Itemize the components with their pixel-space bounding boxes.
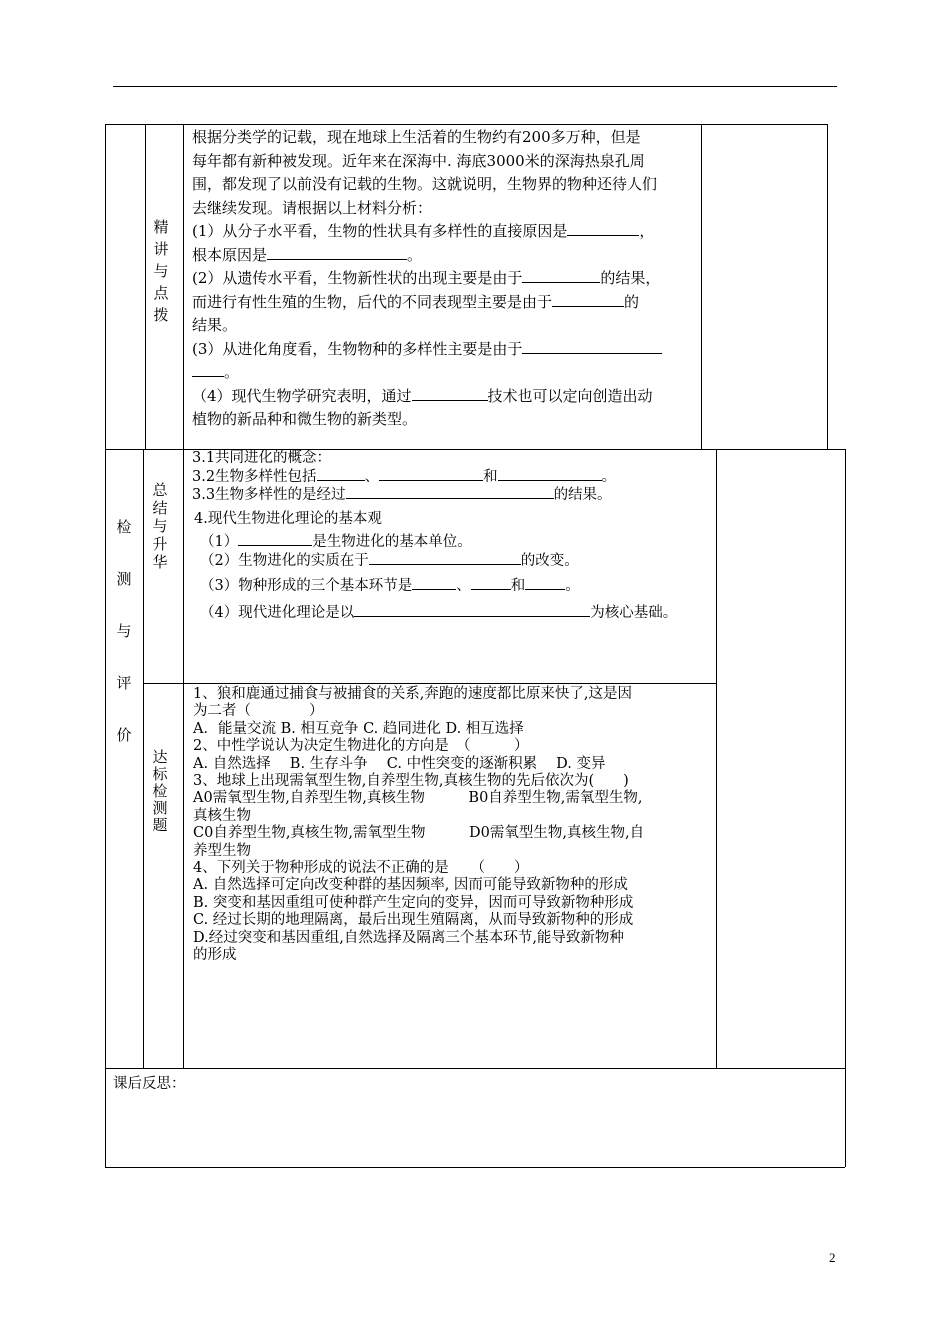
answer-blank[interactable] <box>412 576 456 590</box>
label-char: 华 <box>152 553 168 571</box>
material-line: 围，都发现了以前没有记载的生物。这就说明，生物界的物种还待人们 <box>192 175 658 193</box>
label-char: 测 <box>116 570 132 588</box>
answer-blank[interactable] <box>525 576 565 590</box>
answer-blank[interactable] <box>522 340 662 354</box>
test-line: 的形成 <box>193 947 237 964</box>
question-4b: 植物的新品种和微生物的新类型。 <box>192 410 418 428</box>
test-line: B. 突变和基因重组可使种群产生定向的变异，因而可导致新物种形成 <box>193 894 634 911</box>
label-char: 拨 <box>153 306 169 324</box>
test-line: A0需氧型生物,自养型生物,真核生物 B0自养型生物,需氧型生物, <box>193 790 643 807</box>
answer-blank[interactable] <box>471 576 511 590</box>
label-char: 结 <box>152 499 168 517</box>
summary-line: 3.2生物多样性包括 、 和 。 <box>192 468 617 485</box>
summary-content-2 <box>194 508 714 532</box>
reflection-label: 课后反思： <box>113 1076 186 1092</box>
test-line: 真核生物 <box>193 807 251 824</box>
summary-line: （1） 是生物进化的基本单位。 <box>200 534 472 550</box>
question-2c: 结果。 <box>192 316 238 334</box>
summary-line: （2）生物进化的实质在于 的改变。 <box>200 552 579 569</box>
summary-content <box>192 450 712 504</box>
question-3b: 。 <box>192 361 697 385</box>
answer-blank[interactable] <box>522 269 600 283</box>
answer-blank[interactable] <box>354 603 590 617</box>
material-line: 每年都有新种被发现。近年来在深海中. 海底3000米的深海热泉孔周 <box>192 151 645 170</box>
test-line: C. 经过长期的地理隔离，最后出现生殖隔离，从而导致新物种的形成 <box>193 912 634 929</box>
question-2a: (2）从遗传水平看，生物新性状的出现主要是由于 的结果， <box>192 269 661 287</box>
label-char: 测 <box>152 799 168 817</box>
test-line: 养型生物 <box>193 842 251 859</box>
test-line: D.经过突变和基因重组,自然选择及隔离三个基本环节,能导致新物种 <box>193 929 624 946</box>
answer-blank[interactable] <box>267 246 407 260</box>
label-char: 精 <box>153 218 169 236</box>
header-rule <box>113 86 837 87</box>
label-char: 总 <box>152 481 168 499</box>
page-number: 2 <box>829 1250 836 1265</box>
answer-blank[interactable] <box>346 485 554 499</box>
label-char: 与 <box>116 622 132 640</box>
section1-content <box>192 126 697 432</box>
test-line: 4、下列关于物种形成的说法不正确的是 （ ） <box>193 860 529 877</box>
summary-content-3 <box>200 532 715 569</box>
test-line: 为二者（ ） <box>193 703 324 720</box>
test-line: 3、地球上出现需氧型生物,自养型生物,真核生物的先后依次为( ) <box>193 773 629 790</box>
answer-blank[interactable] <box>317 467 365 481</box>
answer-blank[interactable] <box>379 467 483 481</box>
label-char: 点 <box>153 284 169 302</box>
test-label <box>147 749 173 834</box>
test-content <box>193 686 713 965</box>
answer-blank[interactable] <box>238 532 312 546</box>
summary-line: （4）现代进化理论是以 为核心基础。 <box>200 605 678 621</box>
summary-line: （3）物种形成的三个基本环节是 、 和 。 <box>200 578 580 594</box>
answer-blank[interactable] <box>369 551 521 565</box>
label-char: 检 <box>152 782 168 800</box>
answer-blank[interactable] <box>567 222 639 236</box>
label-char: 价 <box>116 726 132 744</box>
question-1b: 根本原因是 。 <box>192 245 423 264</box>
test-line: 1、狼和鹿通过捕食与被捕食的关系,奔跑的速度都比原来快了,这是因 <box>193 686 632 702</box>
label-char: 讲 <box>153 240 169 258</box>
label-char: 与 <box>152 517 168 535</box>
test-line: A. 自然选择可定向改变种群的基因频率, 因而可能导致新物种的形成 <box>193 877 628 894</box>
question-4a: （4）现代生物学研究表明，通过 技术也可以定向创造出动 <box>192 386 653 405</box>
question-2b: 而进行有性生殖的生物，后代的不同表现型主要是由于 的 <box>192 292 640 311</box>
label-char: 升 <box>152 535 168 553</box>
label-char: 题 <box>152 816 168 834</box>
material-line: 根据分类学的记载，现在地球上生活着的生物约有200多万种，但是 <box>192 128 641 146</box>
summary-line: 4.现代生物进化理论的基本观 <box>194 511 382 527</box>
summary-label <box>147 481 173 571</box>
label-char: 评 <box>116 674 132 692</box>
label-char: 与 <box>153 262 169 280</box>
material-line: 去继续发现。请根据以上材料分析： <box>192 198 433 217</box>
test-line: A. 自然选择 B. 生存斗争 C. 中性突变的逐渐积累 D. 变异 <box>193 755 606 772</box>
summary-line: 3.1共同进化的概念： <box>192 450 332 466</box>
test-line: A．能量交流 B. 相互竞争 C. 趋同进化 D. 相互选择 <box>193 720 524 737</box>
label-char: 检 <box>116 518 132 536</box>
label-char: 达 <box>152 748 168 766</box>
test-line: 2、中性学说认为决定生物进化的方向是 （ ） <box>193 738 529 755</box>
answer-blank[interactable] <box>412 387 488 401</box>
summary-line: 3.3生物多样性的是经过 的结果。 <box>192 487 612 504</box>
section2-outer-label <box>110 516 138 776</box>
answer-blank[interactable] <box>498 467 602 481</box>
test-line: C0自养型生物,真核生物,需氧型生物 D0需氧型生物,真核生物,自 <box>193 825 645 842</box>
answer-blank[interactable] <box>192 363 224 377</box>
question-3a: (3）从进化角度看，生物物种的多样性主要是由于 <box>192 338 697 362</box>
label-char: 标 <box>152 765 168 783</box>
summary-content-4 <box>200 573 715 627</box>
answer-blank[interactable] <box>552 293 624 307</box>
question-1a: (1）从分子水平看，生物的性状具有多样性的直接原因是 ， <box>192 222 655 240</box>
section1-label <box>148 216 174 326</box>
